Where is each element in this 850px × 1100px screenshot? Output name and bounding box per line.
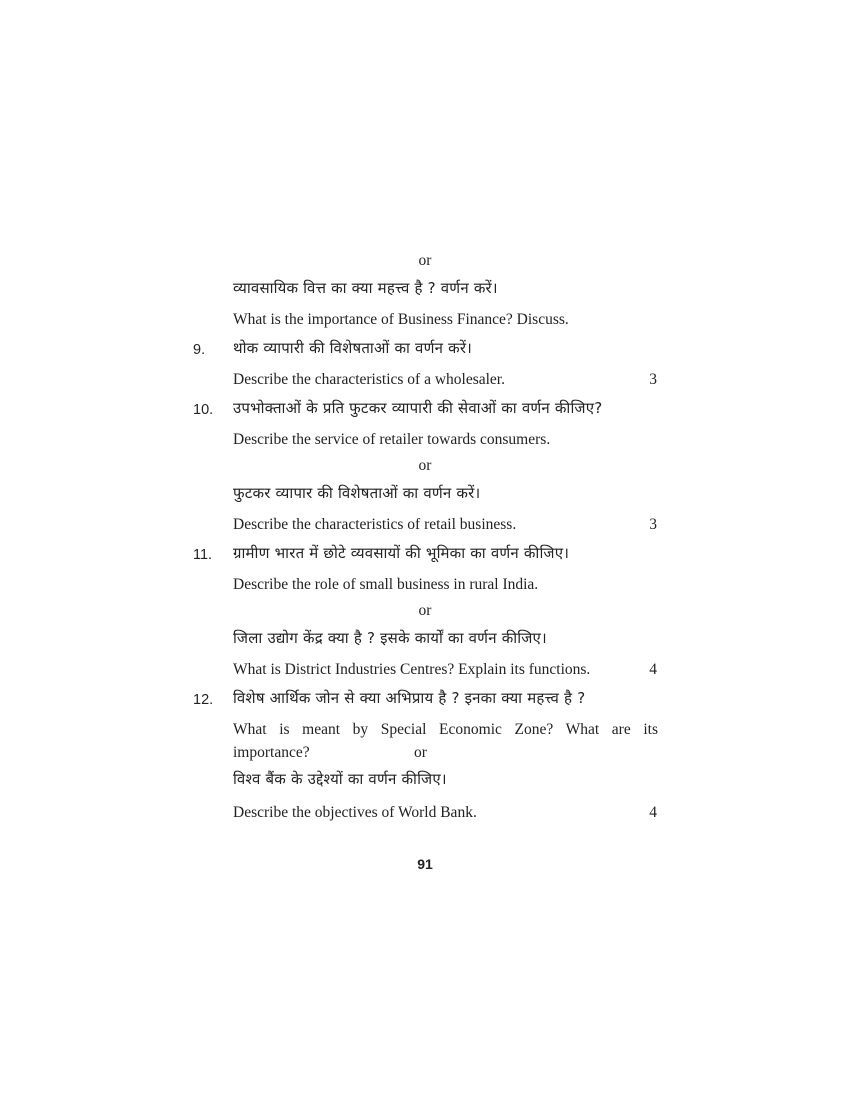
question-english-text: Describe the characteristics of a wholesaler. xyxy=(233,371,505,388)
question-hindi-text: थोक व्यापारी की विशेषताओं का वर्णन करें। xyxy=(233,339,473,357)
or-separator: or xyxy=(418,252,432,269)
question-number: 10. xyxy=(193,402,214,418)
question-number: 11. xyxy=(193,547,213,563)
alternative-hindi-text: विश्व बैंक के उद्देश्यों का वर्णन कीजिए। xyxy=(233,770,447,788)
or-separator: or xyxy=(414,744,427,761)
alternative-english-text: What is District Industries Centres? Explain its functions. xyxy=(233,661,591,678)
page-number: 91 xyxy=(417,856,433,872)
question-english-text: Describe the service of retailer towards consumers. xyxy=(233,431,551,448)
question-english-text: Describe the role of small business in rural India. xyxy=(233,576,539,593)
alternative-english-text: Describe the objectives of World Bank. xyxy=(233,804,477,821)
question-number: 12. xyxy=(193,692,214,708)
intro-hindi-text: व्यावसायिक वित्त का क्या महत्त्व है ? वर्णन करें। xyxy=(233,279,498,297)
alternative-hindi-text: फुटकर व्यापार की विशेषताओं का वर्णन करें। xyxy=(233,484,481,502)
or-separator: or xyxy=(418,457,432,474)
alternative-hindi-text: जिला उद्योग केंद्र क्या है ? इसके कार्यों का वर्णन कीजिए। xyxy=(233,629,547,647)
question-hindi-text: उपभोक्ताओं के प्रति फुटकर व्यापारी की सेवाओं का वर्णन कीजिए? xyxy=(233,399,603,417)
question-marks: 3 xyxy=(649,516,657,533)
question-marks: 4 xyxy=(649,804,657,821)
intro-english-text: What is the importance of Business Finance? Discuss. xyxy=(233,311,569,328)
alternative-english-text: Describe the characteristics of retail business. xyxy=(233,516,517,533)
question-english-text-continued: importance? xyxy=(233,744,310,761)
question-english-text: What is meant by Special Economic Zone? What are its xyxy=(233,721,658,738)
question-hindi-text: ग्रामीण भारत में छोटे व्यवसायों की भूमिका का वर्णन कीजिए। xyxy=(233,544,570,562)
question-marks: 3 xyxy=(649,371,657,388)
question-marks: 4 xyxy=(649,661,657,678)
question-number: 9. xyxy=(193,342,206,358)
question-hindi-text: विशेष आर्थिक जोन से क्या अभिप्राय है ? इनका क्या महत्त्व है ? xyxy=(233,689,586,707)
or-separator: or xyxy=(418,602,432,619)
